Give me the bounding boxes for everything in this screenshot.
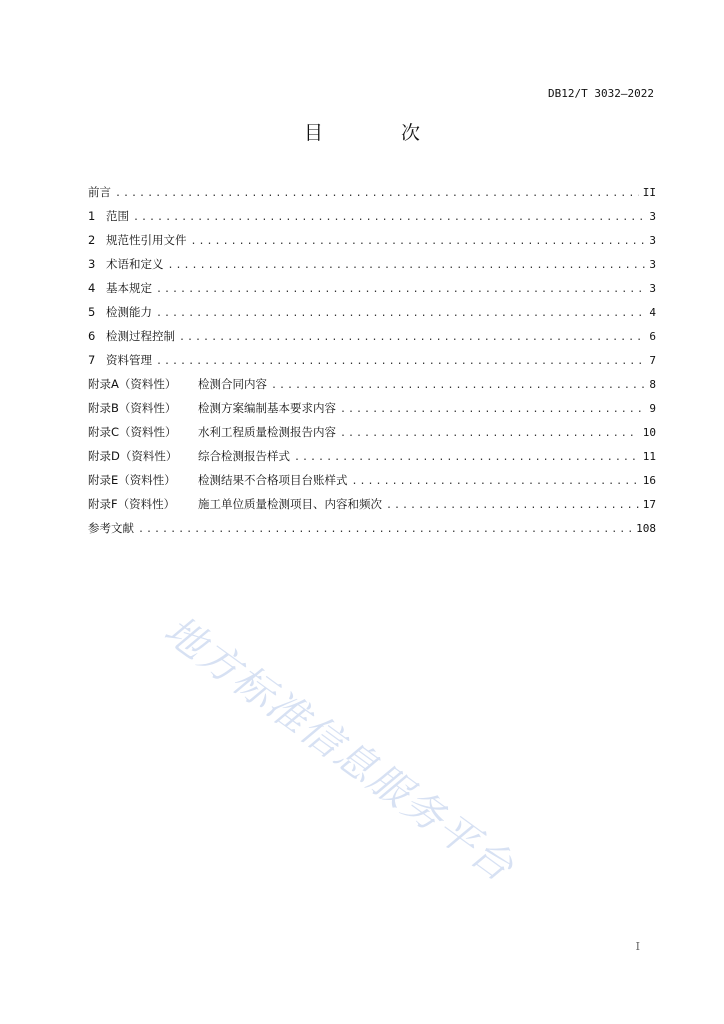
toc-entry-label: 范围 bbox=[106, 209, 129, 223]
leader-dots bbox=[156, 278, 645, 302]
toc-entry-number: 6 bbox=[88, 329, 96, 343]
toc-page-number: 6 bbox=[649, 330, 656, 343]
toc-entry-label: 施工单位质量检测项目、内容和频次 bbox=[198, 497, 382, 511]
toc-appendix-entry[interactable] bbox=[88, 468, 656, 492]
toc-appendix-entry[interactable] bbox=[88, 396, 656, 420]
toc-entry[interactable] bbox=[88, 180, 656, 204]
toc-entry-number: 4 bbox=[88, 281, 96, 295]
toc-page-number: 11 bbox=[642, 450, 656, 463]
leader-dots bbox=[156, 350, 645, 374]
appendix-prefix: 附录B（资料性） bbox=[88, 401, 177, 415]
toc-entry-label: 术语和定义 bbox=[106, 257, 164, 271]
toc-entry-number: 1 bbox=[88, 209, 96, 223]
toc-page-number: 16 bbox=[642, 474, 656, 487]
leader-dots bbox=[138, 518, 632, 542]
toc-entry-label: 基本规定 bbox=[106, 281, 152, 295]
toc-entry-label: 水利工程质量检测报告内容 bbox=[198, 425, 336, 439]
toc-page-number: 8 bbox=[649, 378, 656, 391]
toc-page-number: II bbox=[642, 186, 656, 199]
leader-dots bbox=[133, 206, 645, 230]
toc-page-number: 3 bbox=[649, 210, 656, 223]
toc-entry[interactable] bbox=[88, 228, 656, 252]
toc-entry-number: 5 bbox=[88, 305, 96, 319]
page-title: 目 次 bbox=[303, 122, 457, 144]
appendix-prefix: 附录D（资料性） bbox=[88, 449, 178, 463]
toc-entry-number: 7 bbox=[88, 353, 96, 367]
toc-entry[interactable] bbox=[88, 324, 656, 348]
toc-entry-label: 检测合同内容 bbox=[198, 377, 267, 391]
watermark: 地方标准信息服务平台 bbox=[155, 607, 523, 892]
toc-page-number: 10 bbox=[642, 426, 656, 439]
appendix-prefix: 附录A（资料性） bbox=[88, 377, 177, 391]
toc-entry[interactable] bbox=[88, 348, 656, 372]
appendix-prefix: 附录C（资料性） bbox=[88, 425, 177, 439]
toc-entry[interactable] bbox=[88, 276, 656, 300]
toc-entry-number: 2 bbox=[88, 233, 96, 247]
table-of-contents bbox=[88, 180, 656, 540]
toc-entry[interactable] bbox=[88, 300, 656, 324]
leader-dots bbox=[271, 374, 645, 398]
toc-page-number: 3 bbox=[649, 282, 656, 295]
toc-page-number: 3 bbox=[649, 258, 656, 271]
leader-dots bbox=[386, 494, 639, 518]
toc-page-number: 7 bbox=[649, 354, 656, 367]
toc-page-number: 17 bbox=[642, 498, 656, 511]
toc-entry[interactable] bbox=[88, 252, 656, 276]
toc-entry[interactable] bbox=[88, 204, 656, 228]
appendix-prefix: 附录F（资料性） bbox=[88, 497, 176, 511]
toc-entry-label: 前言 bbox=[88, 185, 111, 199]
toc-page-number: 3 bbox=[649, 234, 656, 247]
toc-appendix-entry[interactable] bbox=[88, 444, 656, 468]
toc-entry-label: 参考文献 bbox=[88, 521, 134, 535]
toc-page-number: 9 bbox=[649, 402, 656, 415]
leader-dots bbox=[340, 398, 645, 422]
footer-page-number: I bbox=[635, 940, 640, 953]
toc-entry-number: 3 bbox=[88, 257, 96, 271]
leader-dots bbox=[156, 302, 645, 326]
toc-page-number: 4 bbox=[649, 306, 656, 319]
toc-entry-label: 检测结果不合格项目台账样式 bbox=[198, 473, 348, 487]
toc-appendix-entry[interactable] bbox=[88, 492, 656, 516]
toc-entry-label: 检测能力 bbox=[106, 305, 152, 319]
leader-dots bbox=[294, 446, 639, 470]
toc-entry-label: 规范性引用文件 bbox=[106, 233, 187, 247]
toc-appendix-entry[interactable] bbox=[88, 372, 656, 396]
toc-appendix-entry[interactable] bbox=[88, 420, 656, 444]
leader-dots bbox=[168, 254, 646, 278]
toc-entry-label: 综合检测报告样式 bbox=[198, 449, 290, 463]
toc-references-entry[interactable] bbox=[88, 516, 656, 540]
leader-dots bbox=[340, 422, 639, 446]
appendix-prefix: 附录E（资料性） bbox=[88, 473, 176, 487]
toc-page-number: 108 bbox=[636, 522, 656, 535]
leader-dots bbox=[115, 182, 639, 206]
leader-dots bbox=[352, 470, 639, 494]
leader-dots bbox=[191, 230, 646, 254]
standard-code: DB12/T 3032—2022 bbox=[548, 87, 654, 100]
toc-entry-label: 检测方案编制基本要求内容 bbox=[198, 401, 336, 415]
leader-dots bbox=[179, 326, 645, 350]
toc-entry-label: 检测过程控制 bbox=[106, 329, 175, 343]
toc-entry-label: 资料管理 bbox=[106, 353, 152, 367]
